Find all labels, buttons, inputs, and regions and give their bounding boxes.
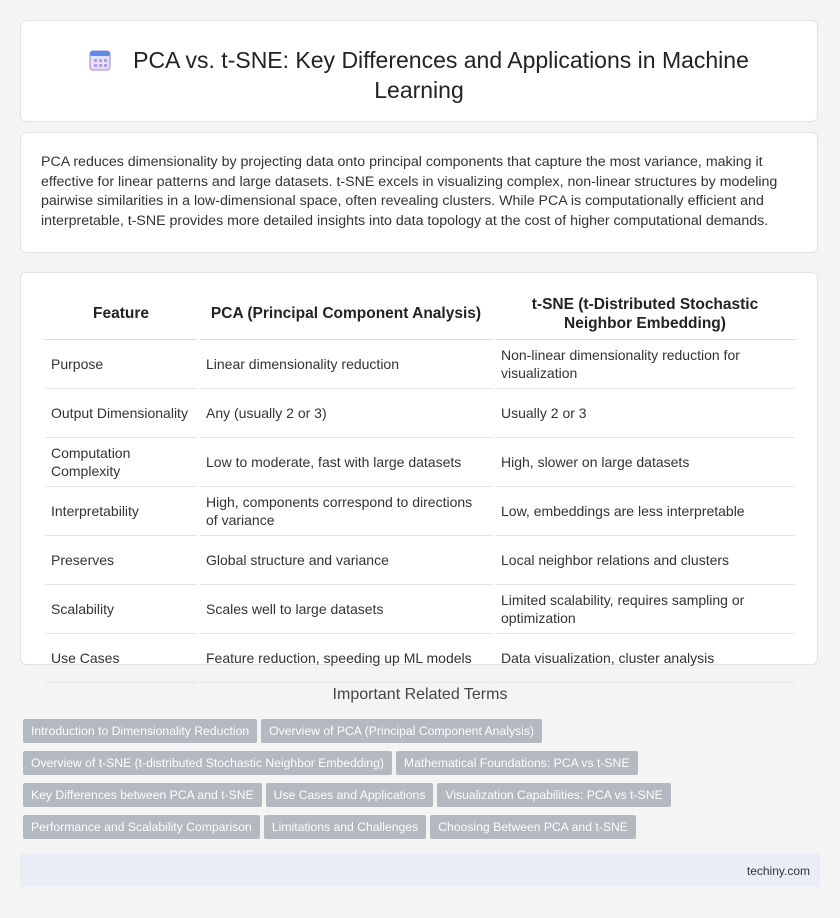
- related-term-link[interactable]: Mathematical Foundations: PCA vs t-SNE: [396, 751, 638, 775]
- footer: [20, 854, 820, 887]
- table-row: [45, 340, 795, 389]
- table-row: [45, 487, 795, 536]
- table-cell: Low, embeddings are less interpretable: [495, 487, 795, 536]
- intro-card: [20, 132, 818, 253]
- table-row: [45, 585, 795, 634]
- table-cell: Output Dimensionality: [45, 389, 197, 438]
- related-term-link[interactable]: Overview of PCA (Principal Component Analysis): [261, 719, 542, 743]
- table-cell: Non-linear dimensionality reduction for visualization: [495, 340, 795, 389]
- table-cell: Scalability: [45, 585, 197, 634]
- related-term-link[interactable]: Key Differences between PCA and t-SNE: [23, 783, 262, 807]
- related-term-link[interactable]: Limitations and Challenges: [264, 815, 426, 839]
- table-row: [45, 536, 795, 585]
- table-cell: Limited scalability, requires sampling or optimization: [495, 585, 795, 634]
- header-tsne: t-SNE (t-Distributed Stochastic Neighbor Embedding): [495, 288, 795, 340]
- table-header-row: [45, 288, 795, 340]
- title-card: [20, 20, 818, 122]
- related-term-link[interactable]: Choosing Between PCA and t-SNE: [430, 815, 636, 839]
- header-feature: Feature: [45, 288, 197, 340]
- table-row: [45, 438, 795, 487]
- table-cell: Local neighbor relations and clusters: [495, 536, 795, 585]
- related-terms-list: [23, 719, 823, 847]
- footer-brand[interactable]: techiny.com: [746, 864, 810, 878]
- table-cell: Scales well to large datasets: [200, 585, 492, 634]
- table-row: [45, 389, 795, 438]
- table-cell: High, components correspond to directions of variance: [200, 487, 492, 536]
- related-term-link[interactable]: Use Cases and Applications: [266, 783, 434, 807]
- table-cell: Low to moderate, fast with large datasets: [200, 438, 492, 487]
- related-term-link[interactable]: Performance and Scalability Comparison: [23, 815, 260, 839]
- table-cell: Preserves: [45, 536, 197, 585]
- related-term-link[interactable]: Visualization Capabilities: PCA vs t-SNE: [437, 783, 670, 807]
- table-cell: Data visualization, cluster analysis: [495, 634, 795, 683]
- table-cell: Interpretability: [45, 487, 197, 536]
- table-cell: Any (usually 2 or 3): [200, 389, 492, 438]
- table-cell: Purpose: [45, 340, 197, 389]
- table-cell: Linear dimensionality reduction: [200, 340, 492, 389]
- table-cell: Global structure and variance: [200, 536, 492, 585]
- calendar-icon: [89, 48, 111, 70]
- header-pca: PCA (Principal Component Analysis): [200, 288, 492, 340]
- page-title: PCA vs. t-SNE: Key Differences and Applications in Machine Learning: [133, 47, 749, 103]
- comparison-card: [20, 272, 818, 665]
- page-title-wrap: [21, 45, 817, 105]
- table-cell: Computation Complexity: [45, 438, 197, 487]
- table-cell: High, slower on large datasets: [495, 438, 795, 487]
- table-row: [45, 634, 795, 683]
- related-terms-title: Important Related Terms: [332, 686, 508, 703]
- comparison-table: [42, 288, 798, 683]
- table-cell: Feature reduction, speeding up ML models: [200, 634, 492, 683]
- intro-paragraph: PCA reduces dimensionality by projecting data onto principal components that capture the most variance, making it effective for linear patterns and large datasets. t-SNE excels in visualizing complex, non-linear structures by modeling pairwise similarities in a low-dimensional space, often revealing clusters. While PCA is computationally efficient and interpretable, t-SNE provides more detailed insights into data topology at the cost of higher computational demands.: [41, 154, 778, 229]
- table-cell: Usually 2 or 3: [495, 389, 795, 438]
- related-term-link[interactable]: Overview of t-SNE (t-distributed Stochastic Neighbor Embedding): [23, 751, 392, 775]
- related-term-link[interactable]: Introduction to Dimensionality Reduction: [23, 719, 257, 743]
- table-cell: Use Cases: [45, 634, 197, 683]
